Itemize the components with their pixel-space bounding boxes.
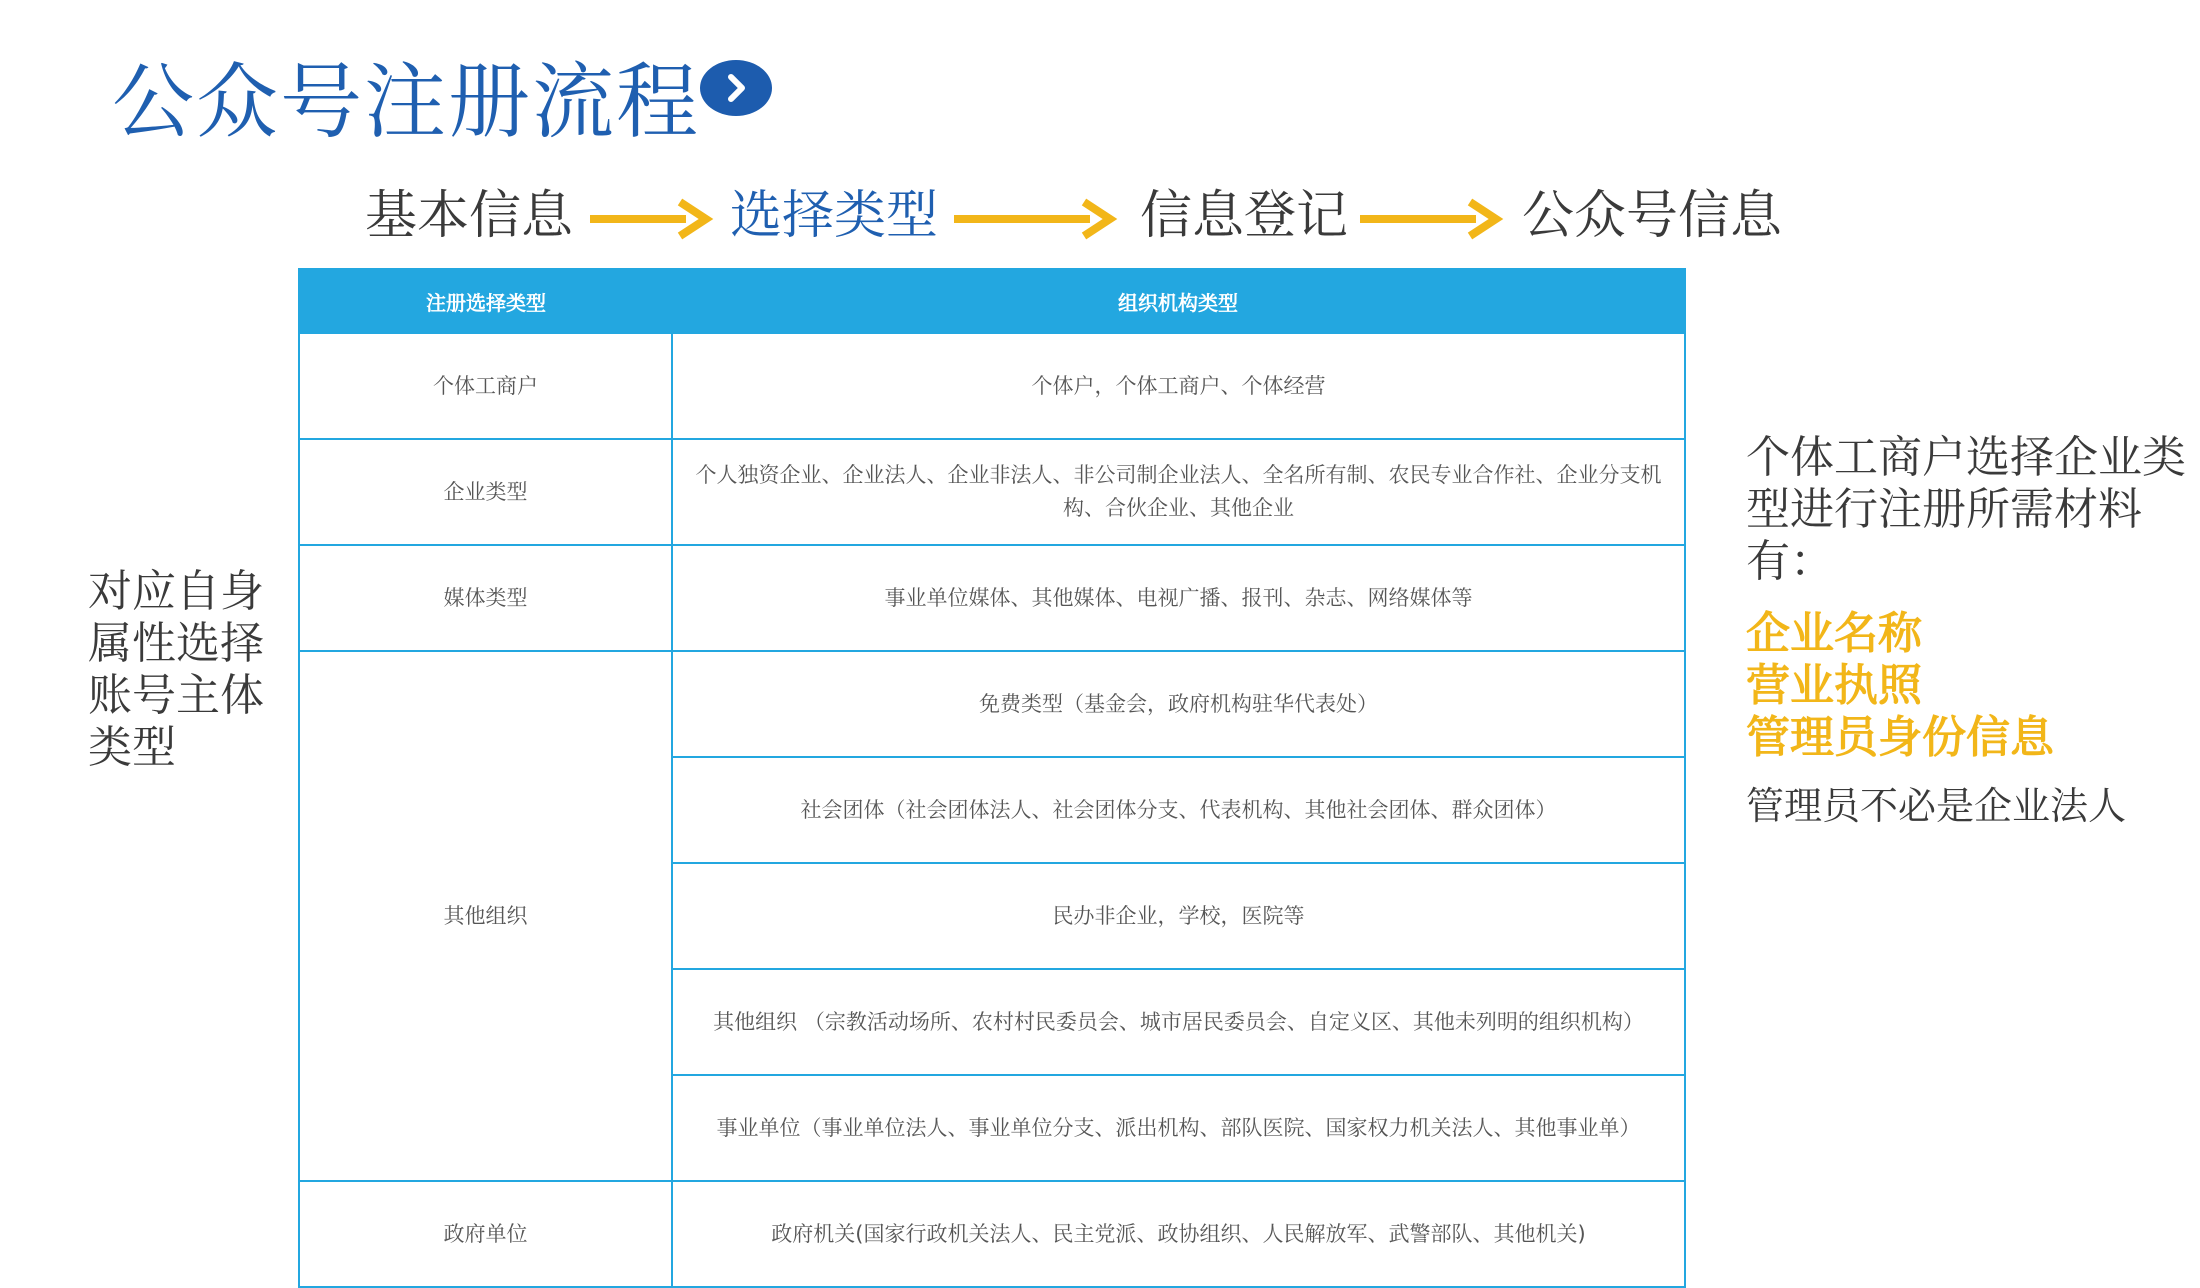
arrow-right-icon (952, 194, 1120, 244)
row-detail: 事业单位媒体、其他媒体、电视广播、报刊、杂志、网络媒体等 (672, 545, 1685, 651)
requirement-item: 营业执照 (1746, 660, 1922, 711)
process-steps (0, 176, 2200, 266)
row-type: 个体工商户 (299, 333, 672, 439)
left-note: 对应自身属性选择账号主体类型 (88, 566, 264, 773)
requirement-item: 企业名称 (1746, 608, 1922, 659)
next-button[interactable] (700, 60, 772, 116)
row-type: 其他组织 (299, 651, 672, 1181)
page-title: 公众号注册流程 (112, 55, 701, 150)
row-detail: 政府机关(国家行政机关法人、民主党派、政协组织、人民解放军、武警部队、其他机关) (672, 1181, 1685, 1287)
chevron-right-icon (700, 60, 772, 116)
step-basic-info: 基本信息 (365, 186, 574, 246)
row-detail: 个体户，个体工商户、个体经营 (672, 333, 1685, 439)
table-header: 注册选择类型 (299, 269, 672, 333)
right-note-intro: 个体工商户选择企业类型进行注册所需材料有： (1746, 432, 2186, 587)
row-type: 媒体类型 (299, 545, 672, 651)
row-type: 企业类型 (299, 439, 672, 545)
row-detail: 个人独资企业、企业法人、企业非法人、非公司制企业法人、全名所有制、农民专业合作社、企业分支机构、合伙企业、其他企业 (672, 439, 1685, 545)
arrow-right-icon (588, 194, 716, 244)
right-note (1746, 432, 2186, 830)
right-note-footnote: 管理员不必是企业法人 (1746, 784, 2127, 828)
arrow-right-icon (1358, 194, 1506, 244)
table-header: 组织机构类型 (672, 269, 1685, 333)
org-type-table (298, 268, 1686, 1288)
row-detail: 事业单位（事业单位法人、事业单位分支、派出机构、部队医院、国家权力机关法人、其他事业单） (672, 1075, 1685, 1181)
requirement-item: 管理员身份信息 (1746, 712, 2054, 763)
row-detail: 民办非企业，学校，医院等 (672, 863, 1685, 969)
row-type: 政府单位 (299, 1181, 672, 1287)
requirements-list (1746, 608, 2186, 764)
step-select-type: 选择类型 (730, 186, 939, 246)
row-detail: 免费类型（基金会，政府机构驻华代表处） (672, 651, 1685, 757)
step-info-register: 信息登记 (1140, 186, 1349, 246)
row-detail: 其他组织 （宗教活动场所、农村村民委员会、城市居民委员会、自定义区、其他未列明的组织机构） (672, 969, 1685, 1075)
row-detail: 社会团体（社会团体法人、社会团体分支、代表机构、其他社会团体、群众团体） (672, 757, 1685, 863)
step-account-info: 公众号信息 (1522, 186, 1783, 246)
